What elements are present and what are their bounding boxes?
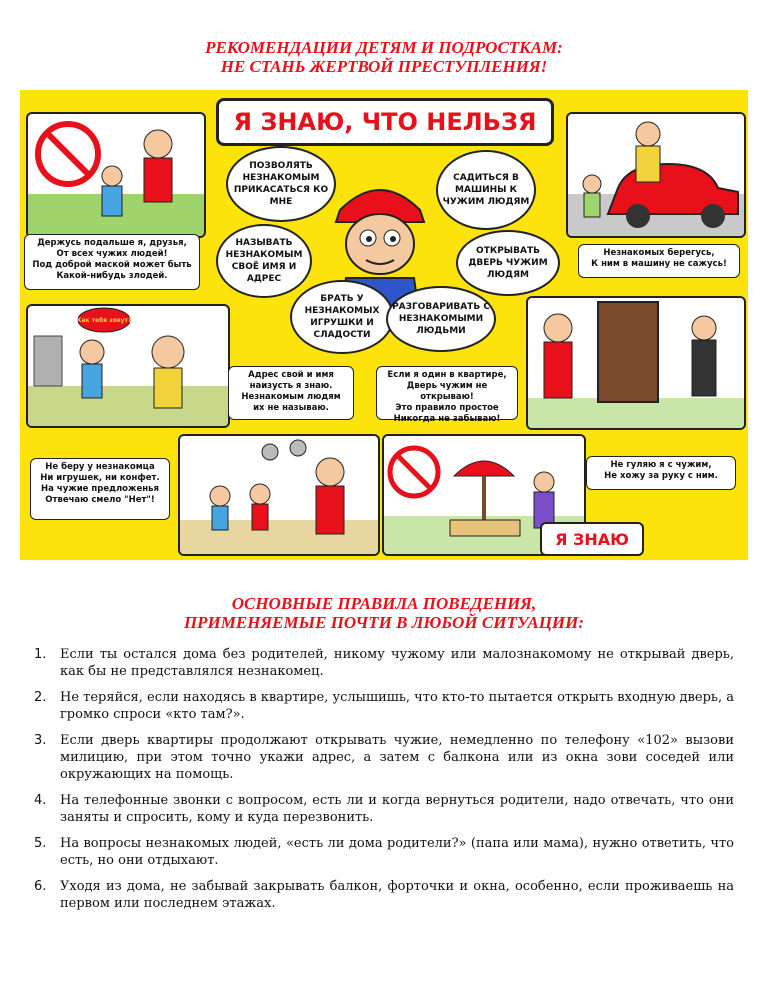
rules-list xyxy=(34,646,734,921)
page-title-line2: НЕ СТАНЬ ЖЕРТВОЙ ПРЕСТУПЛЕНИЯ! xyxy=(220,57,548,76)
rule-text: Не теряйся, если находясь в квартире, услышишь, что кто-то пытается открыть входную дверь, а громко спроси «кто там?». xyxy=(60,690,734,722)
rule-number: 1. xyxy=(34,647,47,662)
panel-door xyxy=(526,296,746,430)
rule-item xyxy=(34,689,734,723)
rules-title-line1: ОСНОВНЫЕ ПРАВИЛА ПОВЕДЕНИЯ, xyxy=(231,594,537,613)
caption-no-walk: Не гуляю я с чужим, Не хожу за руку с ним. xyxy=(586,456,736,490)
caption-alone-home: Если я один в квартире, Дверь чужим не открываю! Это правило простое Никогда не забываю! xyxy=(376,366,518,420)
page-title-line1: РЕКОМЕНДАЦИИ ДЕТЯМ И ПОДРОСТКАМ: xyxy=(205,38,563,57)
kids-talking-illustration xyxy=(28,306,228,426)
panel-car xyxy=(566,112,746,238)
panel-sweets xyxy=(178,434,380,556)
rule-item xyxy=(34,878,734,912)
caption-address: Адрес свой и имя наизусть я знаю. Незнакомым людям их не называю. xyxy=(228,366,354,420)
bubble-door: ОТКРЫВАТЬ ДВЕРЬ ЧУЖИМ ЛЮДЯМ xyxy=(456,230,560,296)
rule-number: 6. xyxy=(34,879,47,894)
bubble-car: САДИТЬСЯ В МАШИНЫ К ЧУЖИМ ЛЮДЯМ xyxy=(436,150,536,230)
speech-text: Как тебя зовут? xyxy=(76,317,132,324)
poster-title: Я ЗНАЮ, ЧТО НЕЛЬЗЯ xyxy=(216,98,554,146)
rule-text: Если дверь квартиры продолжают открывать чужие, немедленно по телефону «102» вызови милицию, при этом точно укажи адрес, а затем с балкона или из окна зови соседей или окружающих на помощь. xyxy=(60,733,734,782)
door-illustration xyxy=(528,298,744,428)
rule-item xyxy=(34,646,734,680)
bubble-name-address: НАЗЫВАТЬ НЕЗНАКОМЫМ СВОЁ ИМЯ И АДРЕС xyxy=(216,224,312,298)
panel-stranger-handshake xyxy=(26,112,206,238)
rule-number: 4. xyxy=(34,793,47,808)
toys-sweets-illustration xyxy=(180,436,378,554)
car-illustration xyxy=(568,114,744,236)
rule-item xyxy=(34,835,734,869)
page-title xyxy=(0,38,768,76)
rules-title xyxy=(0,594,768,632)
rule-number: 3. xyxy=(34,733,47,748)
rule-item xyxy=(34,792,734,826)
handshake-illustration xyxy=(28,114,204,236)
bubble-talk: РАЗГОВАРИВАТЬ С НЕЗНАКОМЫМИ ЛЮДЬМИ xyxy=(386,286,496,352)
rule-text: Если ты остался дома без родителей, никому чужому или малознакомому не открывай дверь, как бы не представлялся незнакомец. xyxy=(60,647,734,679)
rule-text: Уходя из дома, не забывай закрывать балкон, форточки и окна, особенно, если проживаешь на первом или последнем этажах. xyxy=(60,879,734,911)
rule-item xyxy=(34,732,734,783)
caption-no-gifts: Не беру у незнакомца Ни игрушек, ни конфет. На чужие предложенья Отвечаю смело "Нет"! xyxy=(30,458,170,520)
rule-text: На телефонные звонки с вопросом, есть ли и когда вернуться родители, надо отвечать, что они заняты и спросить, кому и куда перезвонить. xyxy=(60,793,734,825)
rule-text: На вопросы незнакомых людей, «есть ли дома родители?» (папа или мама), нужно ответить, что есть, но они отдыхают. xyxy=(60,836,734,868)
rule-number: 5. xyxy=(34,836,47,851)
caption-stay-away: Держусь подальше я, друзья, От всех чужих людей! Под доброй маской может быть Какой-нибудь злодей. xyxy=(24,234,200,290)
panel-name-question xyxy=(26,304,230,428)
caption-car: Незнакомых берегусь, К ним в машину не сажусь! xyxy=(578,244,740,278)
i-know-badge: Я ЗНАЮ xyxy=(540,522,644,556)
rule-number: 2. xyxy=(34,690,47,705)
safety-poster xyxy=(20,90,748,560)
bubble-toys-sweets: БРАТЬ У НЕЗНАКОМЫХ ИГРУШКИ И СЛАДОСТИ xyxy=(290,280,394,354)
bubble-touch: ПОЗВОЛЯТЬ НЕЗНАКОМЫМ ПРИКАСАТЬСЯ КО МНЕ xyxy=(226,146,336,222)
rules-title-line2: ПРИМЕНЯЕМЫЕ ПОЧТИ В ЛЮБОЙ СИТУАЦИИ: xyxy=(183,613,585,632)
